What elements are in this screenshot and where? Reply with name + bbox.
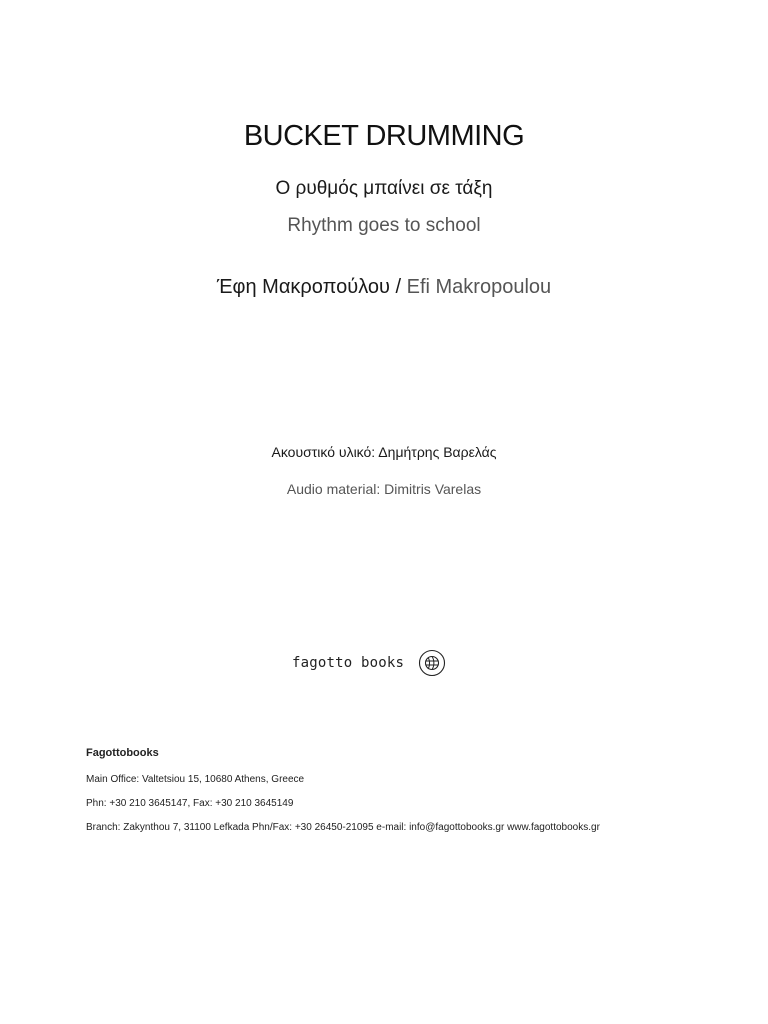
logo-wordmark: fagotto books [292, 655, 405, 671]
audio-credit-english: Audio material: Dimitris Varelas [286, 481, 482, 497]
subtitle-greek: Ο ρυθμός μπαίνει σε τάξη [275, 178, 493, 199]
author-name-english: Efi Makropoulou [406, 276, 552, 298]
audio-credit-greek: Ακουστικό υλικό: Δημήτρης Βαρελάς [271, 444, 497, 460]
phone-fax: Phn: +30 210 3645147, Fax: +30 210 3645149 [86, 798, 294, 809]
author-line [0, 276, 768, 299]
publisher-name: Fagottobooks [86, 747, 159, 759]
branch-address: Branch: Zakynthou 7, 31100 Lefkada Phn/Fax: +30 26450-21095 e-mail: info@fagottobooks.gr www.fagottobooks.gr [86, 822, 600, 833]
author-name-greek: Έφη Μακροπούλου [216, 276, 390, 298]
author-separator: / [389, 276, 407, 298]
publisher-logo [292, 645, 446, 681]
main-office-address: Main Office: Valtetsiou 15, 10680 Athens, Greece [86, 774, 305, 785]
fagotto-emblem-icon [418, 649, 446, 677]
subtitle-english: Rhythm goes to school [287, 215, 481, 236]
book-title: BUCKET DRUMMING [243, 120, 525, 152]
